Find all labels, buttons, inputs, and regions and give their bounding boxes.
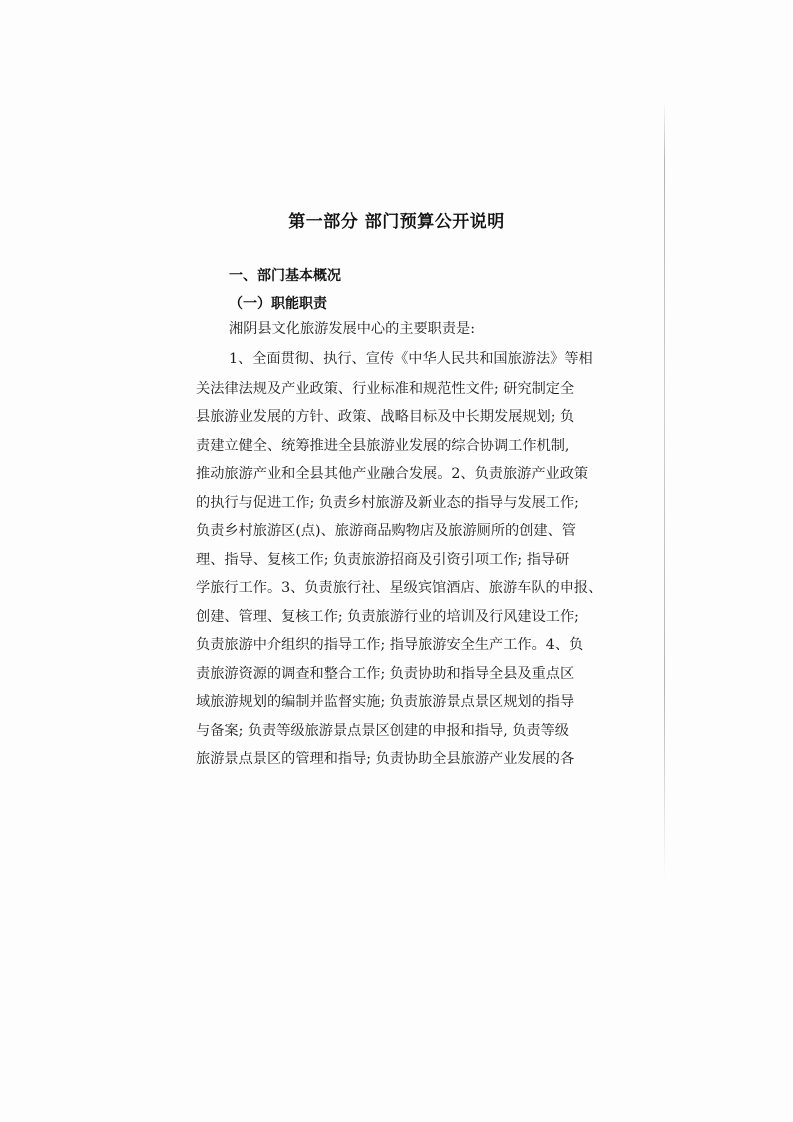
- body-line: 责旅游资源的调查和整合工作; 负责协助和指导全县及重点区: [196, 666, 575, 682]
- body-line: 责建立健全、统筹推进全县旅游业发展的综合协调工作机制,: [196, 438, 570, 454]
- body-line: 1、全面贯彻、执行、宣传《中华人民共和国旅游法》等相: [229, 351, 593, 367]
- body-line: 负责乡村旅游区(点)、旅游商品购物店及旅游厕所的创建、管: [196, 523, 576, 539]
- body-line: 域旅游规划的编制并监督实施; 负责旅游景点景区规划的指导: [196, 694, 575, 710]
- body-line: 创建、管理、复核工作; 负责旅游行业的培训及行风建设工作;: [196, 609, 579, 625]
- body-line: 推动旅游产业和全县其他产业融合发展。2、负责旅游产业政策: [196, 466, 589, 482]
- sub-heading: （一）职能职责: [229, 296, 327, 312]
- body-line: 理、指导、复核工作; 负责旅游招商及引资引项工作; 指导研: [196, 552, 570, 568]
- body-line: 学旅行工作。3、负责旅行社、星级宾馆酒店、旅游车队的申报、: [196, 580, 603, 596]
- body-line: 与备案; 负责等级旅游景点景区创建的申报和指导, 负责等级: [196, 723, 569, 739]
- body-line: 县旅游业发展的方针、政策、战略目标及中长期发展规划; 负: [196, 409, 575, 425]
- section-heading: 一、部门基本概况: [229, 268, 341, 284]
- body-line: 关法律法规及产业政策、行业标准和规范性文件; 研究制定全: [196, 381, 575, 397]
- body-line: 的执行与促进工作; 负责乡村旅游及新业态的指导与发展工作;: [196, 495, 579, 511]
- document-title: 第一部分 部门预算公开说明: [288, 212, 505, 232]
- body-line: 湘阴县文化旅游发展中心的主要职责是:: [229, 321, 475, 337]
- body-line: 负责旅游中介组织的指导工作; 指导旅游安全生产工作。4、负: [196, 637, 584, 653]
- body-line: 旅游景点景区的管理和指导; 负责协助全县旅游产业发展的各: [196, 751, 575, 767]
